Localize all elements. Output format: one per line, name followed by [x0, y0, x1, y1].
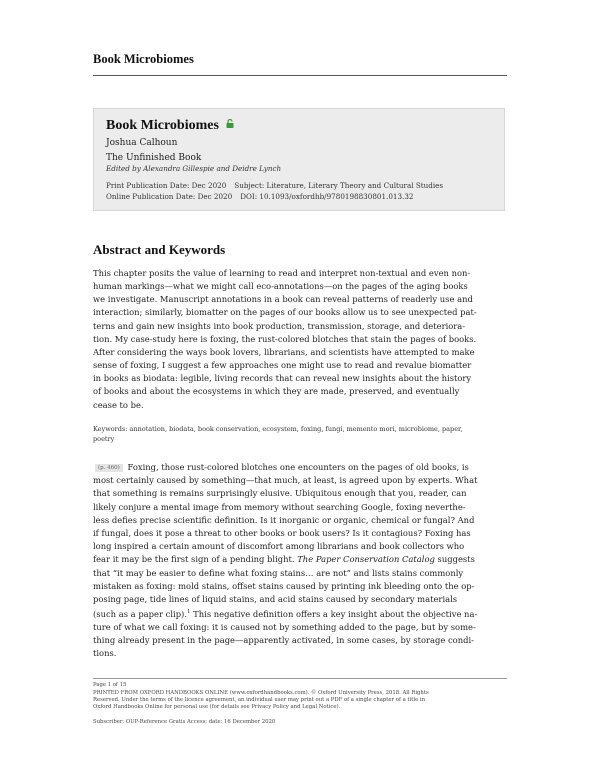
footnote-ref[interactable]: 1	[187, 609, 191, 616]
abstract-line: After considering the ways book lovers, librarians, and scientists have attempted to make	[93, 346, 475, 357]
page-number	[93, 682, 509, 689]
abstract-line: tion. My case-study here is foxing, the rust-colored blotches that stain the pages of books.	[93, 333, 477, 344]
body-line: that something is remains surprisingly elusive. Ubiquitous enough that you, reader, can	[93, 488, 467, 499]
legal-notice	[93, 690, 509, 711]
lock-open-icon	[226, 119, 234, 128]
body-line: mistaken as foxing: mold stains, offset stains caused by printing ink bleeding onto the op-	[93, 580, 475, 591]
publication-meta-print	[106, 181, 443, 190]
body-line	[93, 606, 513, 621]
chapter-info-box	[93, 108, 505, 211]
body-text	[93, 461, 513, 661]
running-head: Book Microbiomes	[93, 52, 194, 66]
chapter-author[interactable]: Joshua Calhoun	[106, 138, 178, 148]
book-title[interactable]: The Unfinished Book	[106, 153, 202, 163]
legal-line: Oxford Handbooks Online for personal use (for details see Privacy Policy and Legal Notice).	[93, 704, 341, 710]
keywords-line: poetry	[93, 434, 115, 443]
chapter-title: Book Microbiomes	[106, 118, 219, 133]
subscriber-notice	[93, 719, 509, 726]
body-line: thing already present in the page—apparently activated, in some cases, by storage condi-	[93, 635, 474, 646]
abstract-line: This chapter posits the value of learning to read and interpret non-textual and even non-	[93, 268, 471, 278]
page-number-text: Page 1 of 15	[93, 682, 127, 688]
body-line-text: suggests	[434, 554, 475, 565]
footer-rule	[93, 678, 507, 679]
catalog-title: The Paper Conservation Catalog	[297, 554, 435, 565]
body-line: likely conjure a mental image from memory without searching Google, foxing neverthe-	[93, 501, 466, 512]
page-marker: (p. 460)	[95, 464, 123, 472]
abstract-line: terns and gain new insights into book production, transmission, storage, and deteriora-	[93, 320, 466, 331]
body-line	[93, 461, 513, 474]
header-rule	[93, 75, 507, 76]
abstract-line: of books and about the ecosystems in which they are made, preserved, and eventually	[93, 386, 460, 397]
subject: Subject: Literature, Literary Theory and Cultural Studies	[234, 181, 444, 190]
abstract-line: in books as biodata: legible, living records that can reveal new insights about the history	[93, 373, 472, 384]
legal-line: Reserved. Under the terms of the licence agreement, an individual user may print out a PDF of a single chapter of a title in	[93, 697, 426, 703]
keywords	[93, 425, 513, 444]
abstract-line: cease to be.	[93, 399, 144, 410]
abstract-line: we investigate. Manuscript annotations in a book can reveal patterns of readerly use and	[93, 294, 473, 305]
body-line: most certainly caused by something—that much, at least, is agreed upon by experts. What	[93, 475, 478, 486]
body-line-text: This negative definition offers a key insight about the objective na-	[190, 608, 478, 619]
body-line-text: Foxing, those rust-colored blotches one encounters on the pages of old books, is	[127, 462, 469, 472]
body-line: long inspired a certain amount of discomfort among librarians and book collectors who	[93, 541, 465, 552]
body-line-text: fear it may be the first sign of a pending blight.	[93, 554, 295, 565]
publication-meta-online	[106, 192, 414, 201]
legal-line: PRINTED FROM OXFORD HANDBOOKS ONLINE (www.oxfordhandbooks.com). © Oxford University Press, 2018. All Rights	[93, 690, 429, 696]
body-line: that “it may be easier to define what foxing stains… are not” and lists stains commonly	[93, 567, 464, 578]
body-line: if fungal, does it pose a threat to other books or book users? Is it contagious? Foxing has	[93, 527, 471, 538]
abstract-line: sense of foxing, I suggest a few approaches one might use to read and revalue biomatter	[93, 360, 472, 371]
keywords-line: Keywords: annotation, biodata, book conservation, ecosystem, foxing, fungi, memento mori, microbiome, paper,	[93, 425, 463, 433]
doi[interactable]: DOI: 10.1093/oxfordhb/9780198830801.013.32	[240, 192, 414, 201]
body-line: less defies precise scientific definition. Is it inorganic or organic, chemical or fungal? And	[93, 514, 475, 525]
abstract-line: human markings—what we might call eco-annotations—on the pages of the aging books	[93, 281, 468, 292]
body-line: ture of what we call foxing: it is caused not by something added to the page, but by some-	[93, 622, 476, 633]
body-line: posing page, tide lines of liquid stains, and acid stains caused by secondary materials	[93, 593, 458, 604]
abstract-heading: Abstract and Keywords	[93, 242, 226, 257]
print-publication-date: Print Publication Date: Dec 2020	[106, 181, 227, 190]
online-publication-date: Online Publication Date: Dec 2020	[106, 192, 233, 201]
abstract-text	[93, 267, 509, 412]
abstract-line: interaction; similarly, biomatter on the pages of our books allow us to see unexpected pat-	[93, 307, 477, 318]
subscriber-text: Subscriber: OUP-Reference Gratis Access; date: 16 December 2020	[93, 719, 276, 725]
chapter-title-row	[106, 118, 234, 134]
book-editors: Edited by Alexandra Gillespie and Deidre Lynch	[106, 164, 282, 173]
body-line: tions.	[93, 648, 117, 659]
body-line-text: (such as a paper clip).	[93, 608, 187, 619]
body-line	[93, 553, 513, 566]
